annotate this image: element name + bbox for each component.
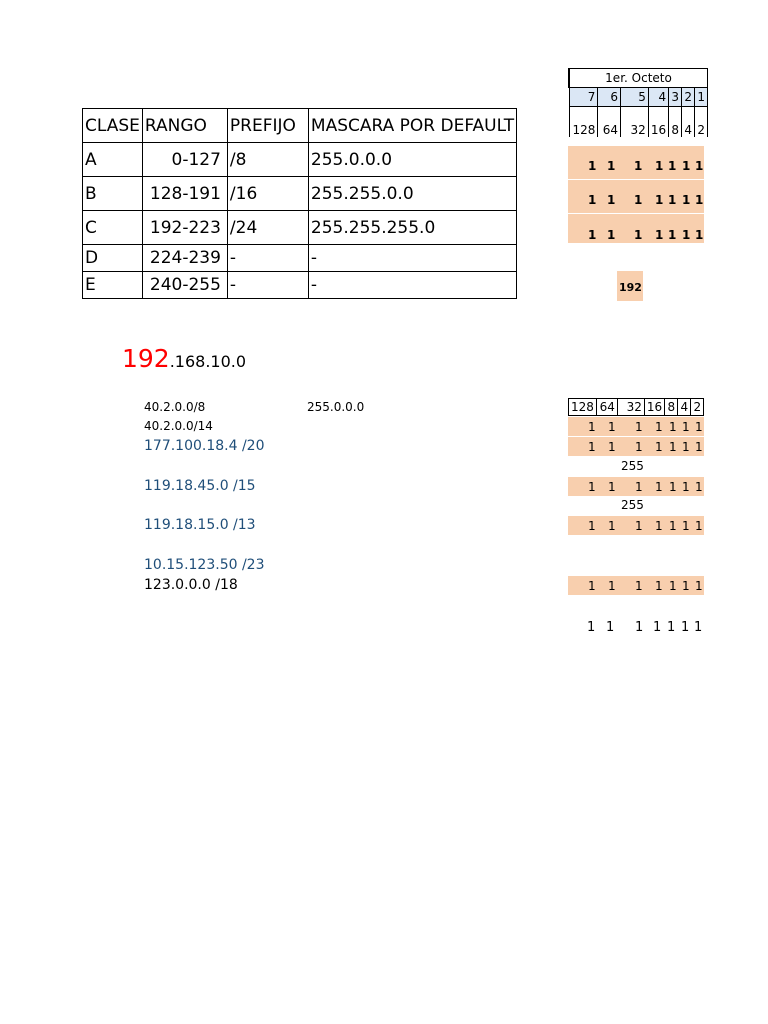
bit-one: 1 [608, 519, 616, 533]
bit-one: 1 [682, 519, 690, 533]
bit-value: 128 [569, 399, 597, 416]
cell-rango: 240-255 [142, 272, 227, 299]
sum-value: 192 [619, 281, 642, 294]
bit-one: 1 [608, 440, 616, 454]
ones-row [568, 480, 704, 494]
bit-one: 1 [634, 228, 643, 242]
bit-one: 1 [653, 620, 662, 635]
bit-value: 8 [665, 399, 678, 416]
exercise-item: 123.0.0.0 /18 [144, 577, 238, 593]
table-row [83, 245, 517, 272]
bit-one: 1 [635, 620, 644, 635]
bit-one: 1 [669, 519, 677, 533]
exercise-item: 119.18.45.0 /15 [144, 478, 256, 494]
bit-position: 4 [648, 88, 668, 107]
bit-one: 1 [607, 228, 616, 242]
bit-value: 16 [648, 107, 668, 138]
ip-rest: .168.10.0 [169, 352, 247, 371]
class-table [82, 108, 517, 299]
cell-mascara: 255.255.255.0 [308, 211, 516, 245]
bit-one: 1 [608, 579, 616, 593]
bit-one: 1 [635, 579, 643, 593]
bit-position: 3 [669, 88, 682, 107]
cell-clase: C [83, 211, 143, 245]
bit-value: 2 [694, 107, 707, 138]
bit-one: 1 [669, 480, 677, 494]
ones-row [568, 579, 704, 593]
ones-row [568, 159, 704, 173]
bit-one: 1 [588, 579, 596, 593]
bit-value: 64 [596, 399, 617, 416]
bit-one: 1 [655, 193, 664, 207]
bit-one: 1 [655, 519, 663, 533]
bit-one: 1 [682, 159, 691, 173]
bit-one: 1 [695, 193, 704, 207]
bit-one: 1 [695, 579, 703, 593]
bit-one: 1 [608, 420, 616, 434]
bit-one: 1 [681, 620, 690, 635]
cell-mascara: - [308, 245, 516, 272]
exercise-item: 177.100.18.4 /20 [144, 438, 265, 454]
bit-one: 1 [695, 440, 703, 454]
bit-one: 1 [588, 480, 596, 494]
bit-value-row [569, 107, 708, 138]
mask-value: 255 [621, 459, 644, 473]
bit-one: 1 [682, 420, 690, 434]
bit-one: 1 [695, 228, 704, 242]
bit-one: 1 [682, 193, 691, 207]
ip-first-octet: 192 [122, 344, 170, 373]
cell-rango: 0-127 [142, 143, 227, 177]
bit-one: 1 [655, 480, 663, 494]
bit-value: 32 [617, 399, 644, 416]
bit-one: 1 [667, 620, 676, 635]
ip-example [122, 344, 246, 373]
bit-position: 1 [694, 88, 707, 107]
ones-row [568, 620, 704, 636]
bit-value: 128 [569, 107, 598, 138]
bit-one: 1 [635, 519, 643, 533]
ones-row [568, 440, 704, 454]
table-row [83, 177, 517, 211]
cell-clase: E [83, 272, 143, 299]
bit-one: 1 [635, 480, 643, 494]
cell-rango: 128-191 [142, 177, 227, 211]
bit-one: 1 [655, 579, 663, 593]
bit-value: 8 [669, 107, 682, 138]
bit-value: 64 [598, 107, 621, 138]
ones-row [568, 519, 704, 533]
bit-position: 7 [569, 88, 598, 107]
bit-one: 1 [606, 620, 615, 635]
bit-value: 32 [620, 107, 648, 138]
header-rango: RANGO [142, 109, 227, 143]
exercise-item: 10.15.123.50 /23 [144, 557, 265, 573]
bit-one: 1 [635, 420, 643, 434]
bit-one: 1 [694, 620, 703, 635]
bit-one: 1 [695, 420, 703, 434]
cell-mascara: 255.255.0.0 [308, 177, 516, 211]
table-row [83, 272, 517, 299]
bit-one: 1 [682, 228, 691, 242]
header-mascara: MASCARA POR DEFAULT [308, 109, 516, 143]
bit-one: 1 [588, 159, 597, 173]
bit-one: 1 [655, 420, 663, 434]
header-prefijo: PREFIJO [227, 109, 308, 143]
octet-header-table [568, 68, 708, 137]
mask-value: 255 [621, 498, 644, 512]
bit-one: 1 [655, 440, 663, 454]
bit-value-row [569, 399, 704, 416]
bit-position-row [569, 88, 708, 107]
cell-prefijo: - [227, 272, 308, 299]
bit-value: 4 [682, 107, 695, 138]
bit-value: 2 [691, 399, 704, 416]
cell-mascara: 255.0.0.0 [308, 143, 516, 177]
ones-row [568, 228, 704, 242]
bit-position: 5 [620, 88, 648, 107]
class-table-header [83, 109, 517, 143]
header-clase: CLASE [83, 109, 143, 143]
bit-one: 1 [607, 193, 616, 207]
cell-clase: B [83, 177, 143, 211]
bit-one: 1 [668, 159, 677, 173]
bit-one: 1 [682, 579, 690, 593]
cell-prefijo: /24 [227, 211, 308, 245]
bit-one: 1 [634, 193, 643, 207]
bit-one: 1 [669, 420, 677, 434]
bit-one: 1 [608, 480, 616, 494]
cell-rango: 224-239 [142, 245, 227, 272]
cell-rango: 192-223 [142, 211, 227, 245]
bit-one: 1 [607, 159, 616, 173]
bit-value: 4 [678, 399, 691, 416]
exercise-item: 119.18.15.0 /13 [144, 517, 256, 533]
bit-one: 1 [587, 620, 596, 635]
octet-title: 1er. Octeto [569, 69, 708, 88]
bit-position: 2 [682, 88, 695, 107]
cell-prefijo: /16 [227, 177, 308, 211]
bit-one: 1 [682, 440, 690, 454]
bit-one: 1 [588, 440, 596, 454]
octet2-header-table [568, 398, 704, 416]
bit-one: 1 [588, 519, 596, 533]
bit-one: 1 [588, 228, 597, 242]
bit-one: 1 [668, 228, 677, 242]
bit-one: 1 [588, 420, 596, 434]
exercise-item: 40.2.0.0/14 [144, 419, 213, 433]
bit-one: 1 [669, 579, 677, 593]
bit-one: 1 [695, 519, 703, 533]
bit-one: 1 [655, 159, 664, 173]
bit-one: 1 [588, 193, 597, 207]
ones-row [568, 193, 704, 207]
bit-one: 1 [634, 159, 643, 173]
cell-prefijo: /8 [227, 143, 308, 177]
cell-clase: A [83, 143, 143, 177]
cell-prefijo: - [227, 245, 308, 272]
bit-one: 1 [669, 440, 677, 454]
bit-one: 1 [682, 480, 690, 494]
bit-one: 1 [695, 159, 704, 173]
bit-one: 1 [655, 228, 664, 242]
ones-row [568, 420, 704, 434]
bit-one: 1 [635, 440, 643, 454]
bit-one: 1 [695, 480, 703, 494]
bit-one: 1 [668, 193, 677, 207]
exercise-item: 40.2.0.0/8 [144, 400, 206, 414]
cell-mascara: - [308, 272, 516, 299]
cell-clase: D [83, 245, 143, 272]
bit-position: 6 [598, 88, 621, 107]
table-row [83, 143, 517, 177]
bit-value: 16 [644, 399, 664, 416]
exercise-mask: 255.0.0.0 [307, 400, 365, 414]
table-row [83, 211, 517, 245]
